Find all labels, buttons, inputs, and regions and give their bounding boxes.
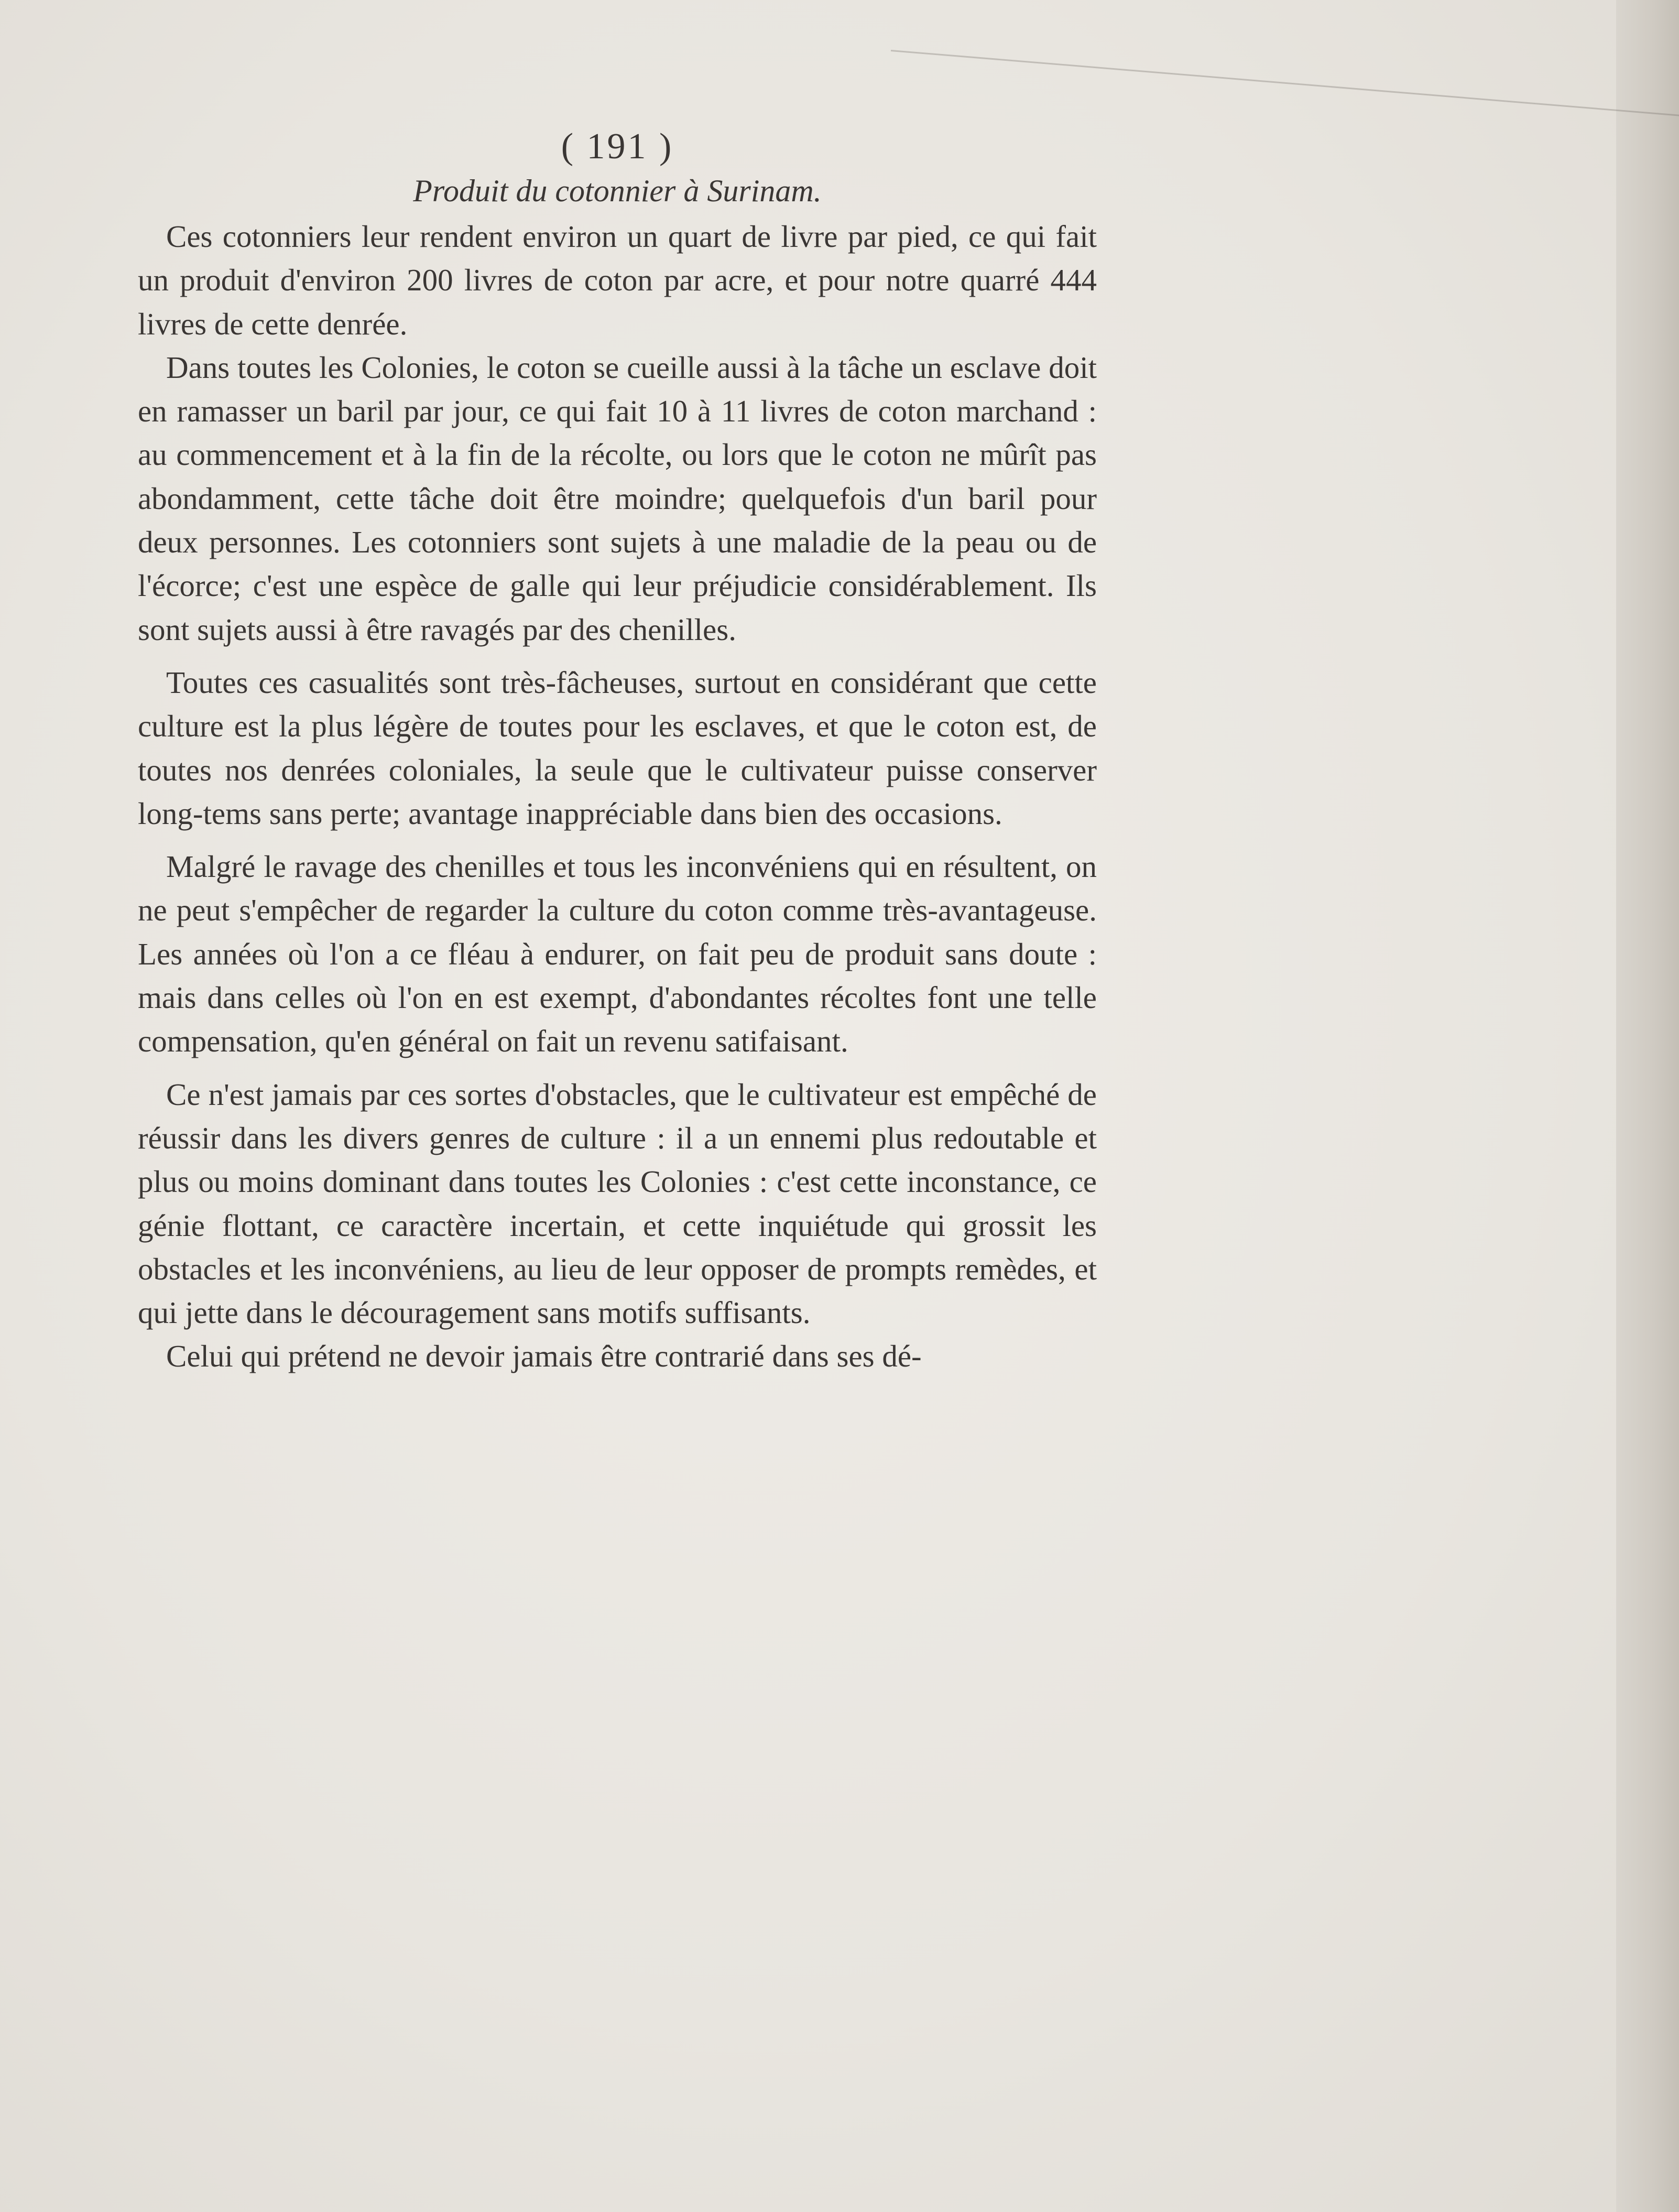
paragraph-1: Ces cotonniers leur rendent environ un quart de livre par pied, ce qui fait un produit d'environ 200 livres de coton par acre, et pour notre quarré 444 livres de cette denrée. — [138, 219, 1097, 341]
section-heading: Produit du cotonnier à Surinam. — [413, 174, 822, 208]
paragraph-6: Celui qui prétend ne devoir jamais être contrarié dans ses dé- — [166, 1339, 922, 1374]
paragraph-2: Dans toutes les Colonies, le coton se cueille aussi à la tâche un esclave doit en ramasser un baril par jour, ce qui fait 10 à 11 livres de coton marchand : au commencement et à la fin de la récolte, ou lors que le coton ne mûrît pas abondamment, cette tâche doit être moindre; quelquefois d'un baril pour deux personnes. Les cotonniers sont sujets à une maladie de la peau ou de l'écorce; c'est une espèce de galle qui leur préjudicie considérablement. Ils sont sujets aussi à être ravagés par des chenilles. — [138, 350, 1097, 647]
paragraph-3: Toutes ces casualités sont très-fâcheuses, surtout en considérant que cette culture est la plus légère de toutes pour les esclaves, et que le coton est, de toutes nos denrées coloniales, la seule que le cultivateur puisse conserver long-tems sans perte; avantage inappréciable dans bien des occasions. — [138, 665, 1097, 831]
paragraph-5: Ce n'est jamais par ces sortes d'obstacles, que le cultivateur est empêché de réussir dans les divers genres de culture : il a un ennemi plus redoutable et plus ou moins dominant dans toutes les Colonies : c'est cette inconstance, ce génie flottant, ce caractère incertain, et cette inquiétude qui grossit les obstacles et les inconvéniens, au lieu de leur opposer de prompts remèdes, et qui jette dans le découragement sans motifs suffisants. — [138, 1077, 1097, 1330]
page-number: ( 191 ) — [561, 126, 674, 167]
binding-edge — [1616, 0, 1679, 2212]
paragraph-4: Malgré le ravage des chenilles et tous les inconvéniens qui en résultent, on ne peut s'empêcher de regarder la culture du coton comme très-avantageuse. Les années où l'on a ce fléau à endurer, on fait peu de produit sans doute : mais dans celles où l'on en est exempt, d'abondantes récoltes font une telle compensation, qu'en général on fait un revenu satifaisant. — [138, 849, 1097, 1059]
body-text — [138, 215, 1097, 1379]
